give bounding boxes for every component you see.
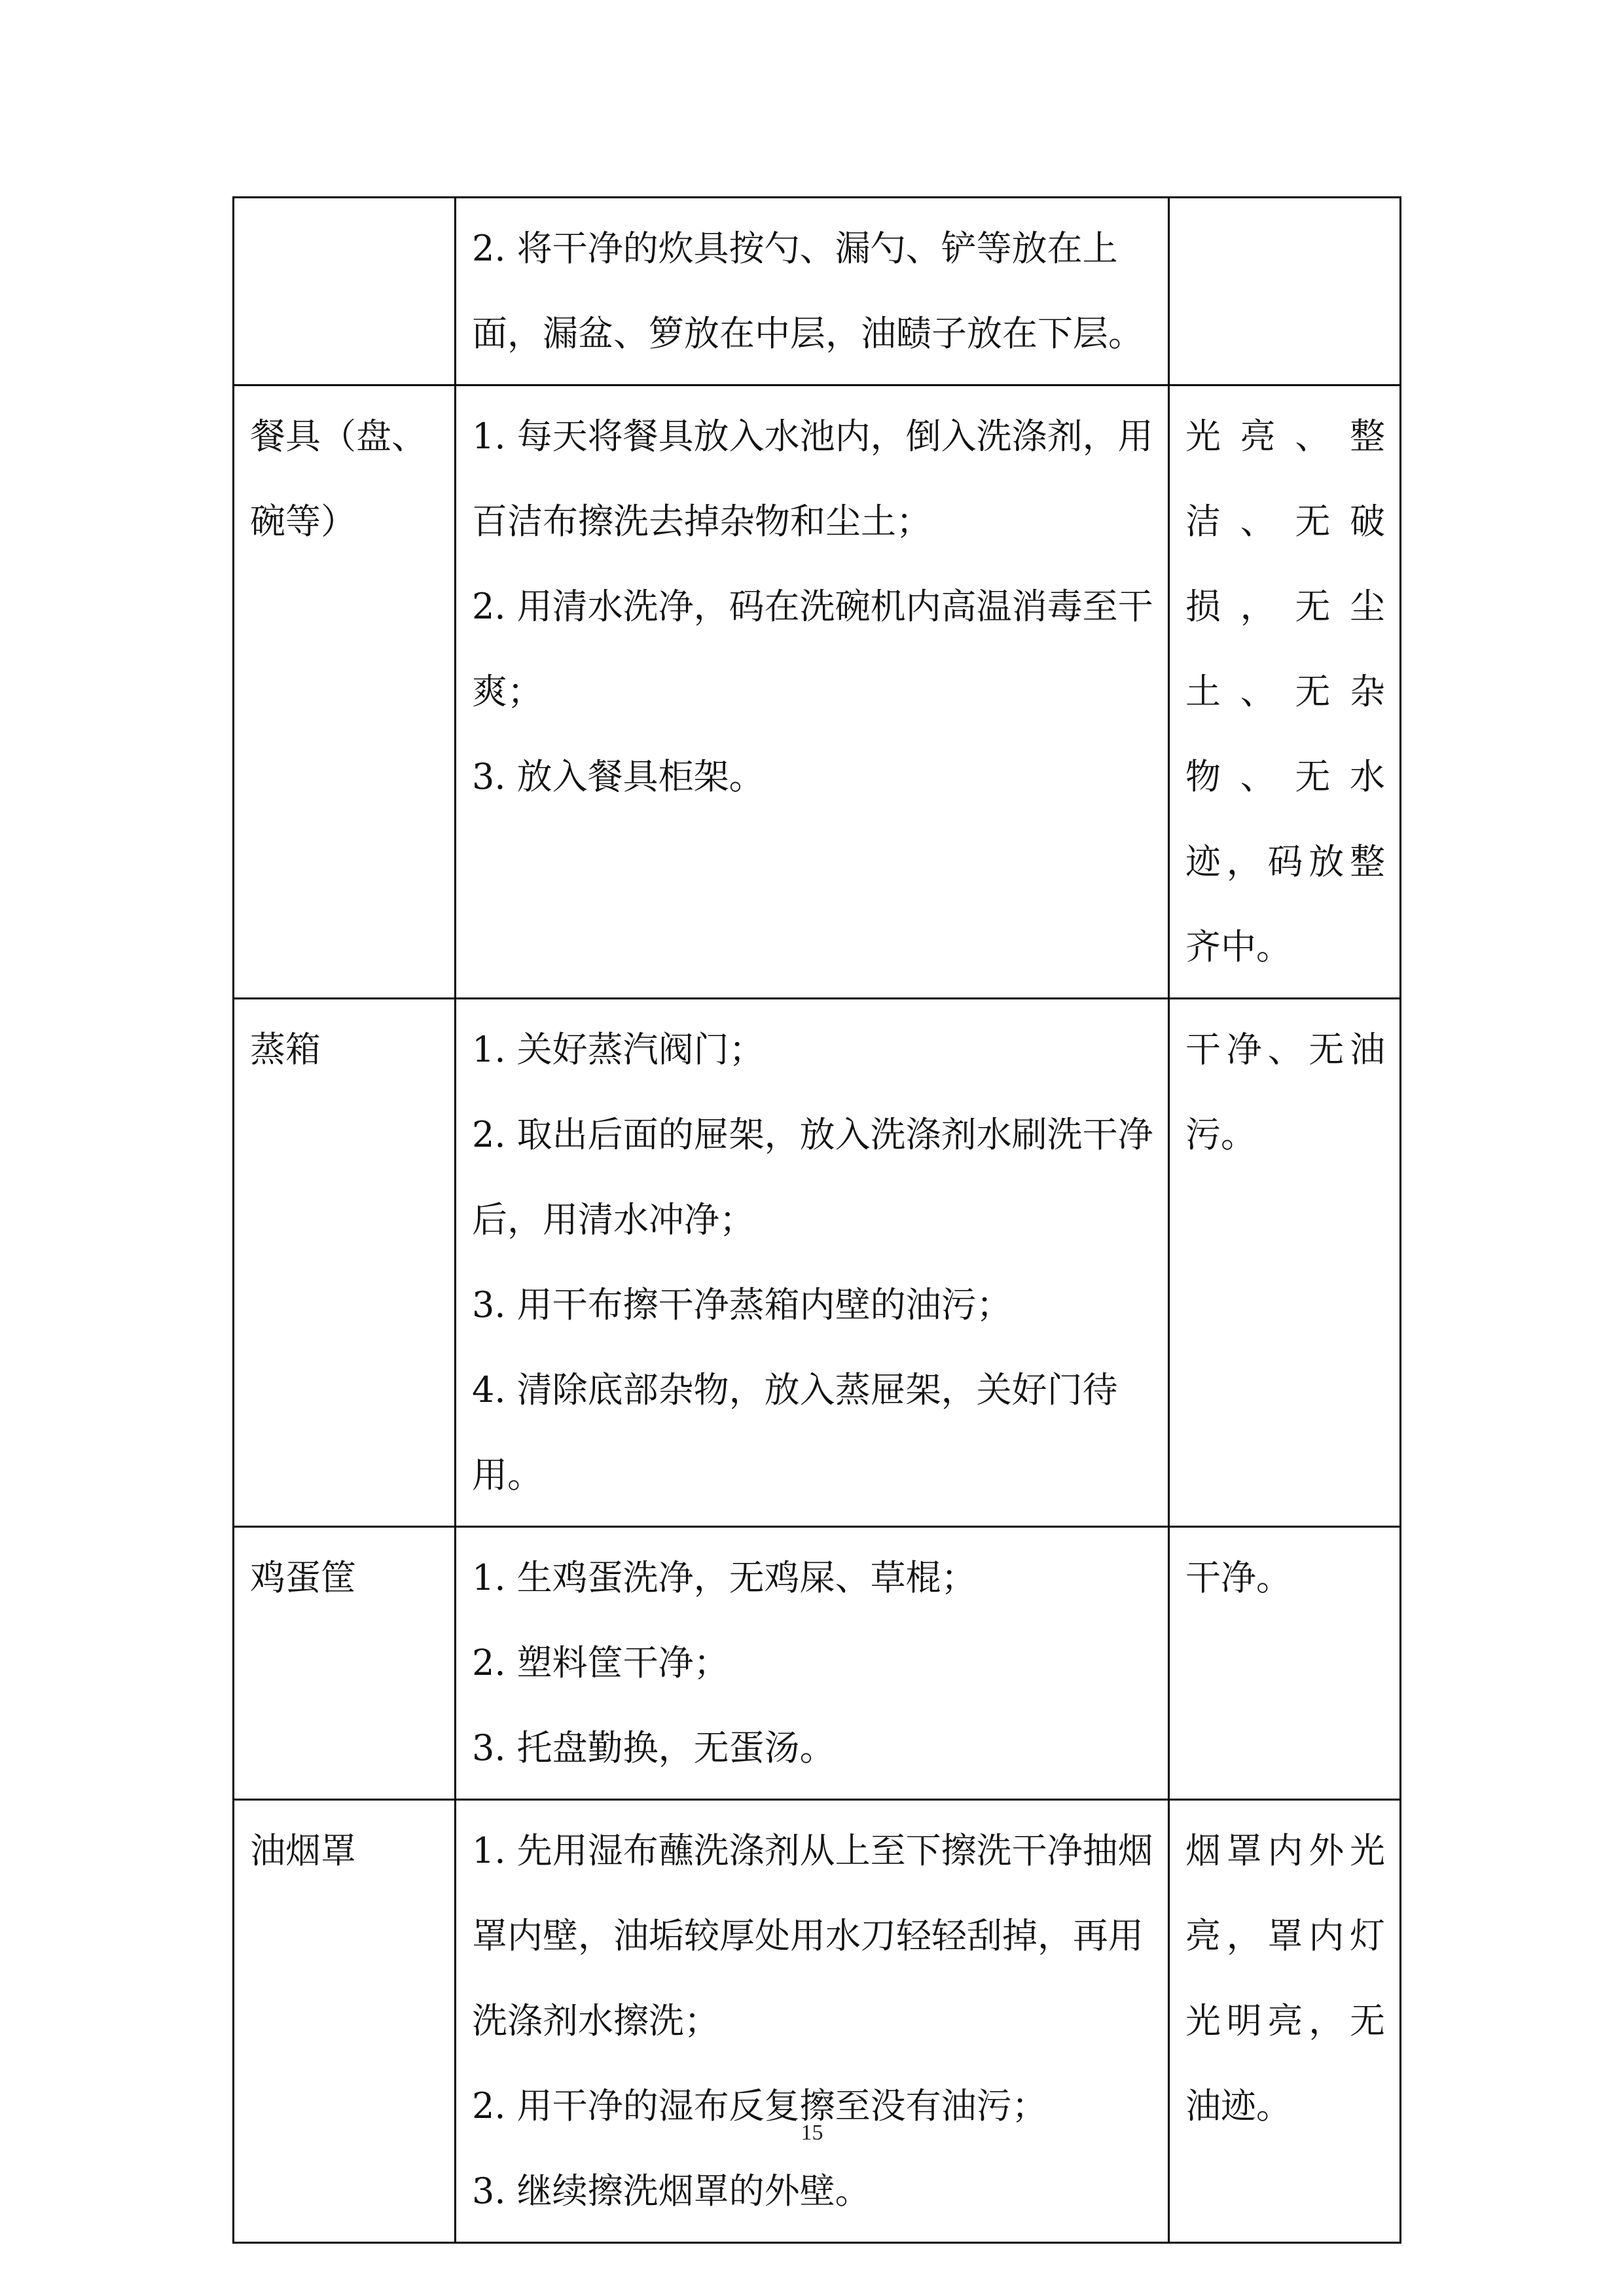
standard-cell: 光亮、整洁、无破损，无尘土、无杂物、无水迹，码放整齐中。 — [1169, 386, 1401, 999]
step-line: 2. 塑料筐干净； — [472, 1642, 729, 1683]
cleaning-standards-table — [232, 196, 1401, 2244]
standard-cell — [1169, 198, 1401, 386]
step-line: 1. 先用湿布蘸洗涤剂从上至下擦洗干净抽烟罩内壁，油垢较厚处用水刀轻轻刮掉，再用洗涤剂水擦洗； — [472, 1830, 1153, 2041]
item-cell — [234, 198, 456, 386]
table-row — [234, 198, 1401, 386]
step-line: 2. 将干净的炊具按勺、漏勺、铲等放在上面，漏盆、箩放在中层，油赜子放在下层。 — [472, 228, 1144, 354]
steps-cell — [456, 999, 1169, 1527]
table-row — [234, 1800, 1401, 2243]
item-cell: 油烟罩 — [234, 1800, 456, 2243]
table-row — [234, 386, 1401, 999]
steps-cell — [456, 1527, 1169, 1800]
item-cell: 鸡蛋筐 — [234, 1527, 456, 1800]
step-line: 2. 用清水洗净，码在洗碗机内高温消毒至干爽； — [472, 586, 1153, 712]
table-row — [234, 1527, 1401, 1800]
standard-cell: 干净、无油污。 — [1169, 999, 1401, 1527]
standard-cell: 烟罩内外光亮，罩内灯光明亮，无油迹。 — [1169, 1800, 1401, 2243]
steps-cell — [456, 198, 1169, 386]
step-line: 3. 用干布擦干净蒸箱内壁的油污； — [472, 1284, 1012, 1325]
table-row — [234, 999, 1401, 1527]
step-line: 2. 取出后面的屉架，放入洗涤剂水刷洗干净后，用清水冲净； — [472, 1114, 1153, 1240]
step-line: 3. 继续擦洗烟罩的外壁。 — [472, 2170, 871, 2212]
step-line: 1. 生鸡蛋洗净，无鸡屎、草棍； — [472, 1557, 977, 1598]
step-line: 3. 放入餐具柜架。 — [472, 756, 765, 797]
step-line: 1. 关好蒸汽阀门； — [472, 1029, 765, 1070]
step-line: 3. 托盘勤换，无蛋汤。 — [472, 1727, 835, 1768]
steps-cell — [456, 1800, 1169, 2243]
step-line: 4. 清除底部杂物，放入蒸屉架，关好门待用。 — [472, 1369, 1118, 1496]
item-cell: 蒸箱 — [234, 999, 456, 1527]
item-cell: 餐具（盘、碗等） — [234, 386, 456, 999]
standard-cell: 干净。 — [1169, 1527, 1401, 1800]
page-number: 15 — [801, 2121, 823, 2145]
steps-cell — [456, 386, 1169, 999]
step-line: 1. 每天将餐具放入水池内，倒入洗涤剂，用百洁布擦洗去掉杂物和尘土； — [472, 416, 1153, 542]
step-line: 2. 用干净的湿布反复擦至没有油污； — [472, 2085, 1047, 2126]
